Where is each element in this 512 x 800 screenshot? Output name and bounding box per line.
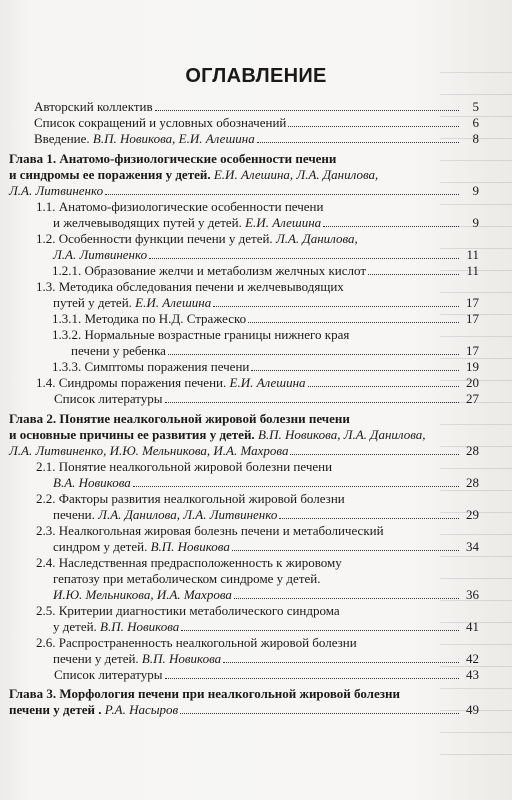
toc-entry-text-cont: и желчевыводящих путей у детей. <box>53 215 246 230</box>
dot-leader <box>105 194 459 195</box>
dot-leader <box>232 550 459 551</box>
page-number: 36 <box>466 587 479 602</box>
toc-entry-text: Список литературы <box>54 667 163 682</box>
page-number: 43 <box>466 667 479 682</box>
toc-entry-1-3-3[interactable] <box>9 359 479 375</box>
page-number: 8 <box>472 131 479 146</box>
toc-entry-1-2-1[interactable] <box>9 263 479 279</box>
page-number: 20 <box>466 375 479 390</box>
page-number: 11 <box>466 247 479 262</box>
dot-leader <box>165 402 460 403</box>
toc-entry-text: Список литературы <box>54 391 163 406</box>
toc-entry-text: 2.3. Неалкогольная жировая болезнь печени и метаболический <box>36 523 384 538</box>
toc-entry-author: В.П. Новикова <box>100 619 180 634</box>
dot-leader <box>290 454 459 455</box>
toc-entry-text-cont: печени у ребенка <box>71 343 166 358</box>
page-number: 9 <box>472 215 479 230</box>
toc-entry-author: В.П. Новикова <box>141 651 222 666</box>
page-number: 17 <box>466 343 479 358</box>
toc-entry-author: Е.И. Алешина <box>135 295 212 310</box>
toc-entry-introduction[interactable] <box>9 131 479 147</box>
toc-entry-references-1[interactable] <box>9 391 479 407</box>
toc-entry-text: Авторский коллектив <box>34 99 153 114</box>
toc-entry-2-5[interactable] <box>9 603 479 635</box>
toc-entry-2-4[interactable] <box>9 555 479 603</box>
toc-entry-text-cont: у детей. <box>53 619 101 634</box>
dot-leader <box>368 274 459 275</box>
page-number: 17 <box>466 295 479 310</box>
toc-entry-references-2[interactable] <box>9 667 479 683</box>
page-number: 5 <box>472 99 479 114</box>
toc-entry-text-cont: печени у детей. <box>53 651 142 666</box>
dot-leader <box>149 258 459 259</box>
table-of-contents <box>9 99 479 718</box>
toc-entry-text: 2.6. Распространенность неалкогольной жировой болезни <box>36 635 357 650</box>
toc-entry-author: Р.А. Насыров <box>104 702 179 717</box>
toc-entry-2-2[interactable] <box>9 491 479 523</box>
toc-entry-text-cont: синдром у детей. <box>53 539 151 554</box>
toc-entry-author: В.П. Новикова <box>150 539 230 554</box>
page-number: 29 <box>466 507 479 522</box>
toc-entry-text: 1.3.3. Симптомы поражения печени <box>52 359 250 374</box>
toc-entry-1-2[interactable] <box>9 231 479 263</box>
toc-entry-text: 1.2. Особенности функции печени у детей. <box>36 231 276 246</box>
toc-entry-author: Е.И. Алешина, Л.А. Данилова, <box>213 167 379 182</box>
page-number: 19 <box>466 359 479 374</box>
dot-leader <box>279 518 459 519</box>
toc-entry-text: 1.2.1. Образование желчи и метаболизм желчных кислот <box>52 263 367 278</box>
toc-entry-text: Введение. <box>34 131 93 146</box>
page-number: 42 <box>466 651 479 666</box>
toc-entry-1-3[interactable] <box>9 279 479 311</box>
dot-leader <box>213 306 459 307</box>
page-number: 34 <box>466 539 479 554</box>
toc-entry-text-cont: путей у детей. <box>53 295 136 310</box>
dot-leader <box>248 322 459 323</box>
toc-entry-author: В.П. Новикова, Л.А. Данилова, <box>257 427 426 442</box>
toc-entry-1-3-2[interactable] <box>9 327 479 359</box>
toc-entry-2-3[interactable] <box>9 523 479 555</box>
dot-leader <box>308 386 459 387</box>
chapter-title: Глава 2. Понятие неалкогольной жировой болезни печени <box>9 411 350 426</box>
page-number: 9 <box>472 183 479 198</box>
dot-leader <box>133 486 459 487</box>
chapter-title-cont: печени у детей . <box>9 702 102 717</box>
toc-entry-abbreviations[interactable] <box>9 115 479 131</box>
page-number: 28 <box>466 443 479 458</box>
page-number: 41 <box>466 619 479 634</box>
page-number: 17 <box>466 311 479 326</box>
toc-entry-text: Список сокращений и условных обозначений <box>34 115 287 130</box>
dot-leader <box>168 354 459 355</box>
dot-leader <box>165 678 460 679</box>
page-number: 49 <box>466 702 479 717</box>
toc-entry-author: Л.А. Данилова, Л.А. Литвиненко <box>98 507 278 522</box>
toc-entry-text: 1.3.2. Нормальные возрастные границы нижнего края <box>52 327 350 342</box>
toc-entry-text: 2.2. Факторы развития неалкогольной жировой болезни <box>36 491 345 506</box>
toc-entry-author: Л.А. Данилова, <box>275 231 358 246</box>
toc-entry-author: Л.А. Литвиненко <box>53 247 148 262</box>
dot-leader <box>180 713 459 714</box>
toc-entry-author: Е.И. Алешина <box>229 375 306 390</box>
toc-entry-text: 1.4. Синдромы поражения печени. <box>36 375 230 390</box>
page-number: 28 <box>466 475 479 490</box>
toc-entry-text-cont: печени. <box>53 507 99 522</box>
toc-entry-authors[interactable] <box>9 99 479 115</box>
toc-entry-1-3-1[interactable] <box>9 311 479 327</box>
toc-entry-author: Е.И. Алешина <box>245 215 322 230</box>
chapter-3-heading[interactable] <box>9 686 479 718</box>
page-number: 6 <box>472 115 479 130</box>
toc-entry-author: В.А. Новикова <box>53 475 131 490</box>
toc-entry-text: 2.1. Понятие неалкогольной жировой болезни печени <box>36 459 333 474</box>
toc-entry-text: 1.3.1. Методика по Н.Д. Стражеско <box>52 311 247 326</box>
chapter-title-cont: и основные причины ее развития у детей. <box>9 427 255 442</box>
page-title: ОГЛАВЛЕНИЕ <box>185 65 327 87</box>
toc-entry-text: 2.5. Критерии диагностики метаболического синдрома <box>36 603 340 618</box>
toc-entry-author: И.Ю. Мельникова, И.А. Махрова <box>53 587 232 602</box>
page-number: 11 <box>466 263 479 278</box>
chapter-title: Глава 3. Морфология печени при неалкогольной жировой болезни <box>9 686 400 701</box>
toc-entry-text: 2.4. Наследственная предрасположенность к жировому <box>36 555 342 570</box>
toc-entry-author: Л.А. Литвиненко <box>9 183 104 198</box>
chapter-1-heading[interactable] <box>9 151 479 199</box>
dot-leader <box>181 630 459 631</box>
toc-entry-1-4[interactable] <box>9 375 479 391</box>
toc-entry-text: 1.1. Анатомо-физиологические особенности печени <box>36 199 324 214</box>
toc-entry-2-1[interactable] <box>9 459 479 491</box>
toc-entry-2-6[interactable] <box>9 635 479 667</box>
dot-leader <box>234 598 459 599</box>
toc-entry-author: Л.А. Литвиненко, И.Ю. Мельникова, И.А. Махрова <box>9 443 289 458</box>
dot-leader <box>223 662 459 663</box>
chapter-title-cont: и синдромы ее поражения у детей. <box>9 167 211 182</box>
page-number: 27 <box>466 391 479 406</box>
chapter-title: Глава 1. Анатомо-физиологические особенности печени <box>9 151 337 166</box>
dot-leader <box>257 142 459 143</box>
chapter-2-heading[interactable] <box>9 411 479 459</box>
dot-leader <box>323 226 459 227</box>
toc-entry-author: В.П. Новикова, Е.И. Алешина <box>92 131 255 146</box>
toc-entry-text: 1.3. Методика обследования печени и желчевыводящих <box>36 279 344 294</box>
toc-entry-1-1[interactable] <box>9 199 479 231</box>
dot-leader <box>288 126 459 127</box>
toc-entry-text-cont: гепатозу при метаболическом синдроме у детей. <box>53 571 321 586</box>
dot-leader <box>251 370 459 371</box>
dot-leader <box>155 110 459 111</box>
